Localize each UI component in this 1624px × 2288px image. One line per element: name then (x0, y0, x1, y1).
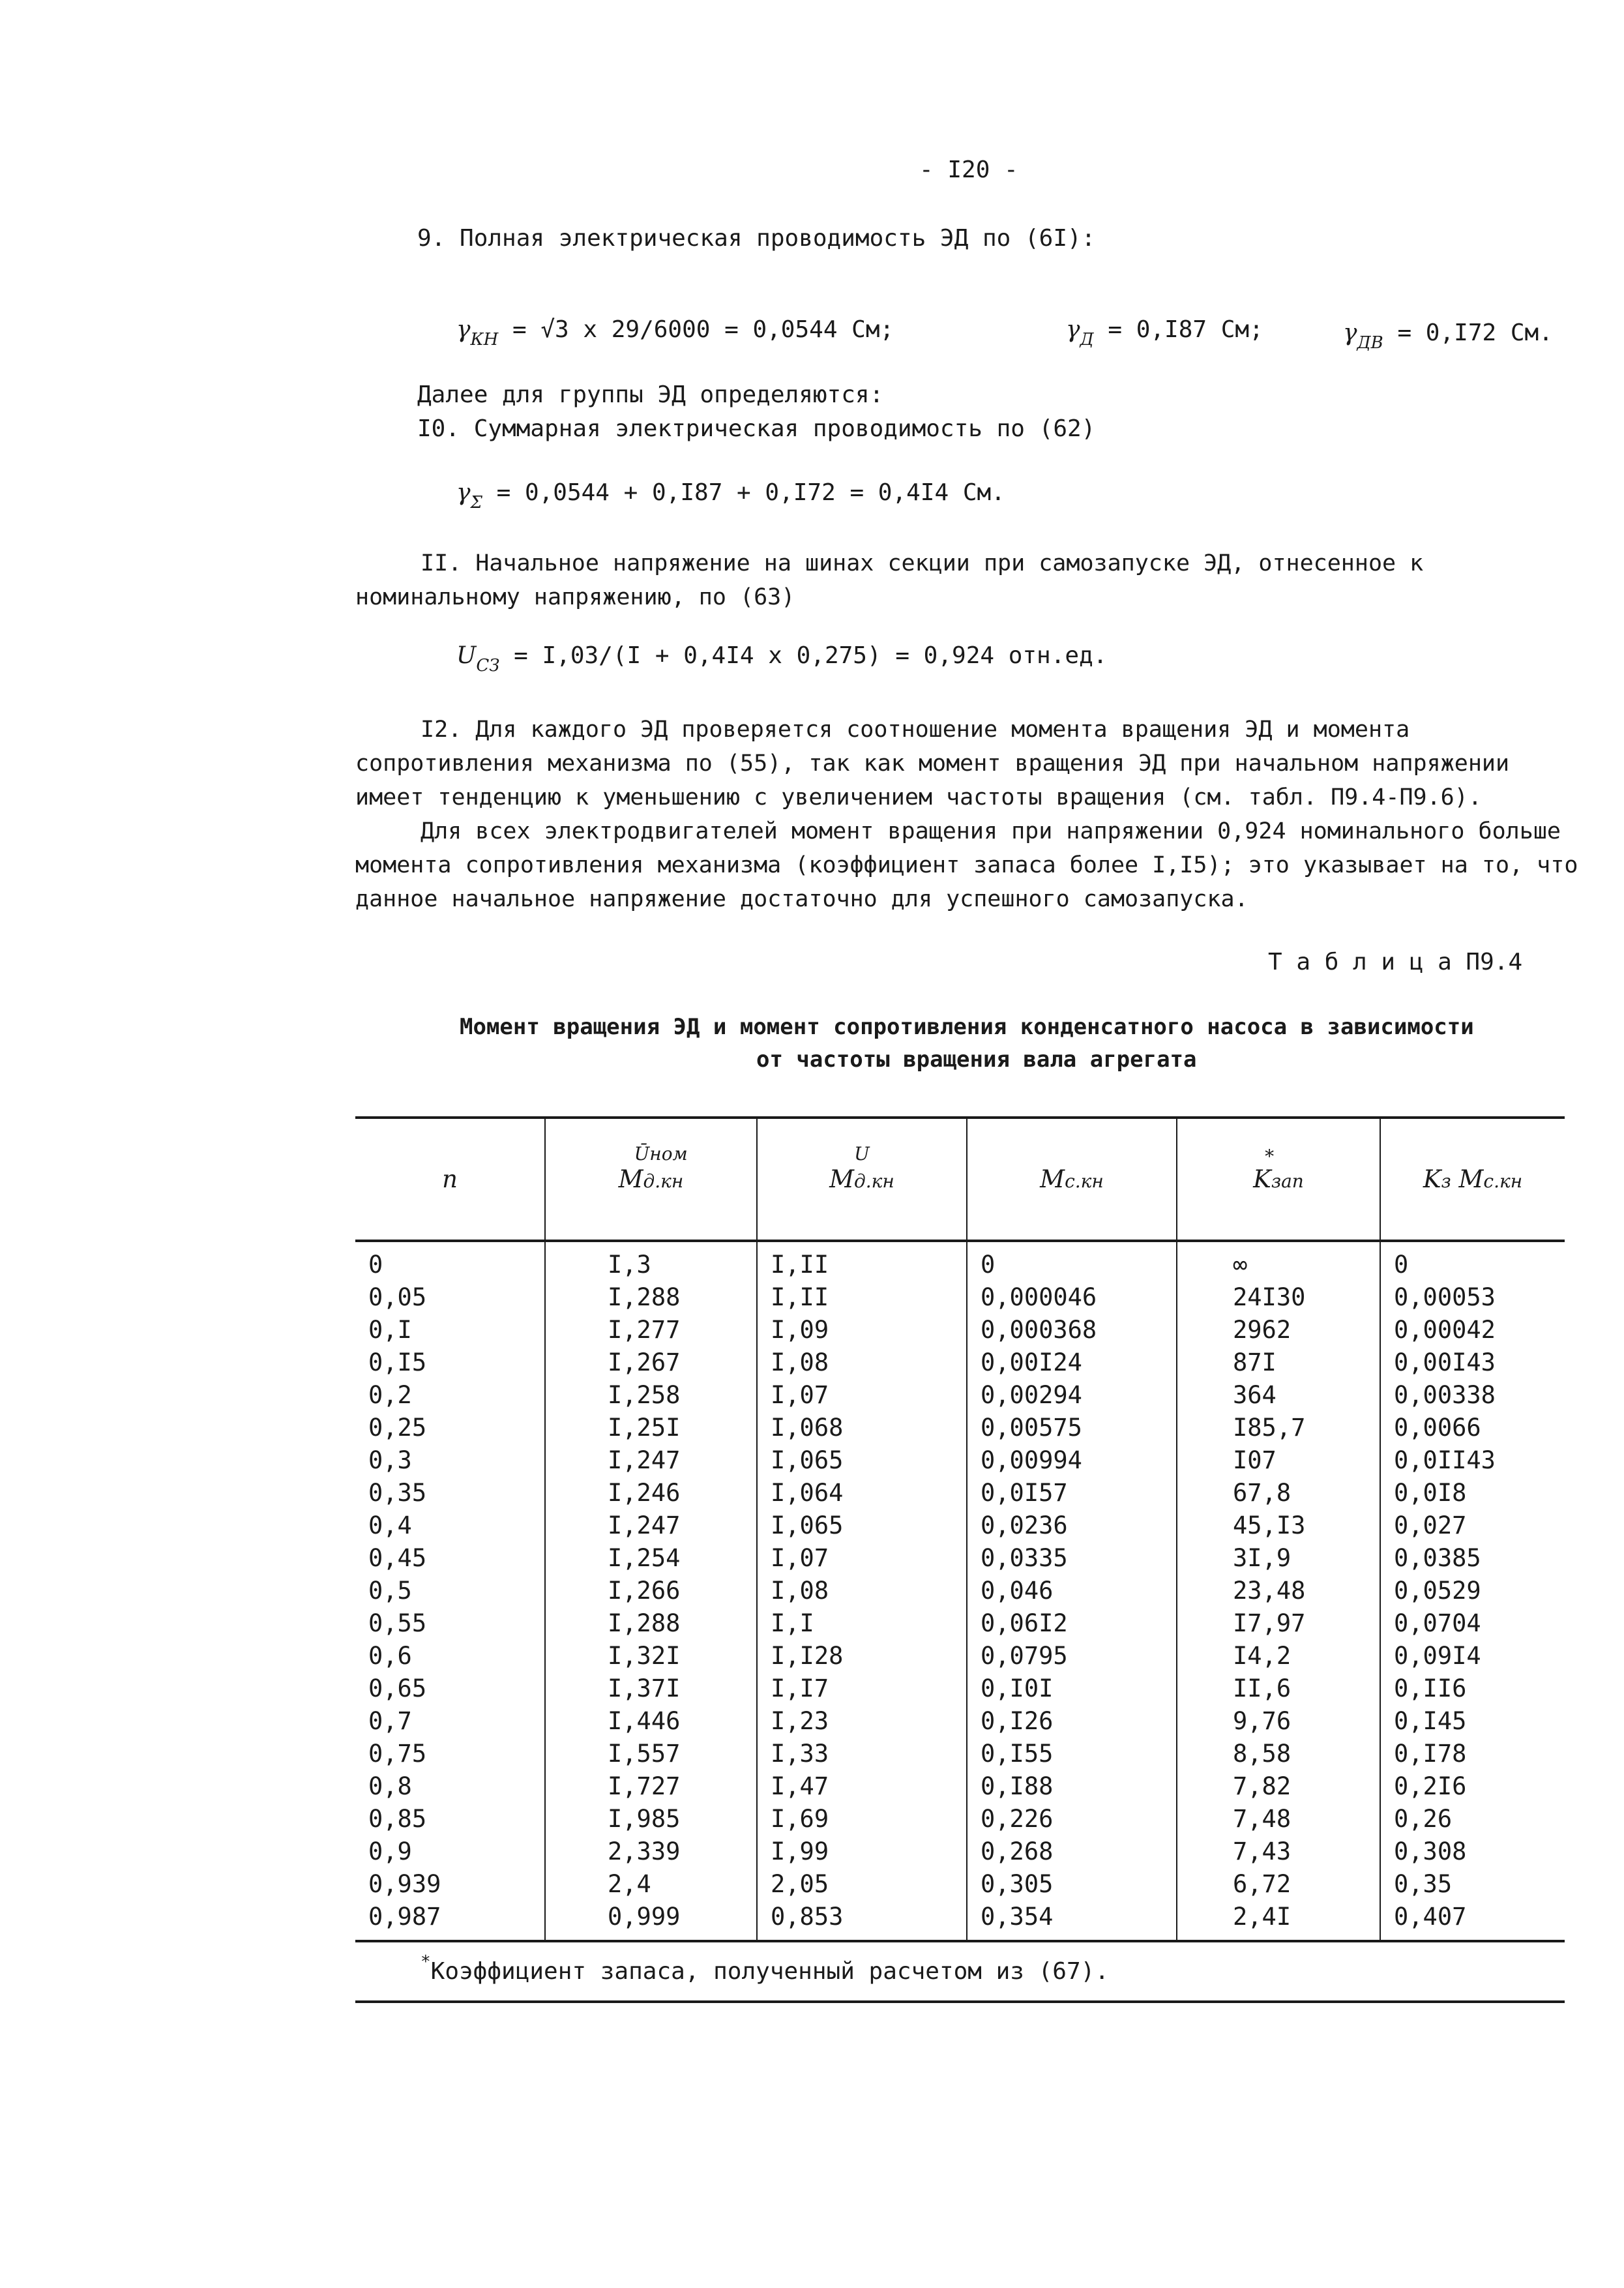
table-row (355, 1346, 1565, 1379)
table-cell: 0,0236 (967, 1509, 1177, 1542)
table-cell: 0,00053 (1380, 1281, 1565, 1314)
table-cell: 3I,9 (1177, 1542, 1380, 1575)
table-row (355, 1575, 1565, 1607)
table-cell: 0 (967, 1241, 1177, 1281)
table-cell: 0 (1380, 1241, 1565, 1281)
table-cell: I,32I (545, 1640, 757, 1672)
table-cell: 0,0704 (1380, 1607, 1565, 1640)
table-cell: I,267 (545, 1346, 757, 1379)
table-row (355, 1412, 1565, 1444)
table-cell: 0,000046 (967, 1281, 1177, 1314)
table-cell: I,266 (545, 1575, 757, 1607)
table-cell: I,557 (545, 1738, 757, 1770)
table-cell: I,47 (757, 1770, 967, 1803)
table-cell: 0,853 (757, 1901, 967, 1941)
table-row (355, 1901, 1565, 1941)
table-cell: 2,05 (757, 1868, 967, 1901)
table-cell: 0,25 (368, 1414, 427, 1442)
formula-expression: = I,03/(I + 0,4I4 x 0,275) = 0,924 отн.ед. (514, 642, 1108, 669)
header-sup-sub: ном (649, 1143, 688, 1165)
header-md-u-label (829, 1143, 894, 1193)
table-cell: 0,0335 (967, 1542, 1177, 1575)
table-cell: 0,00338 (1380, 1379, 1565, 1412)
table-cell: 2962 (1177, 1314, 1380, 1346)
table-cell: 0,0I57 (967, 1477, 1177, 1509)
table-cell: 0,407 (1380, 1901, 1565, 1941)
table-cell: I,07 (757, 1542, 967, 1575)
formula-gamma-kn (456, 316, 894, 349)
table-cell: I,247 (545, 1509, 757, 1542)
header-kzap (1177, 1118, 1380, 1241)
formula-expression: = 0,0544 + 0,I87 + 0,I72 = 0,4I4 См. (496, 479, 1005, 506)
table-row (355, 1379, 1565, 1412)
header-kzap-label (1253, 1146, 1304, 1193)
table-cell: 2,4 (545, 1868, 757, 1901)
table-cell: 9,76 (1177, 1705, 1380, 1738)
table-cell: 0,2 (368, 1381, 412, 1409)
table-cell: I,288 (545, 1607, 757, 1640)
table-cell: I,I28 (757, 1640, 967, 1672)
header-sub: д.кн (643, 1170, 684, 1192)
table-cell: I,254 (545, 1542, 757, 1575)
header-n-label: n (442, 1165, 458, 1193)
table-cell: I,23 (757, 1705, 967, 1738)
table-cell: I7,97 (1177, 1607, 1380, 1640)
table-row (355, 1542, 1565, 1575)
header-sub: с.кн (1065, 1170, 1104, 1192)
item-10-text: I0. Суммарная электрическая проводимость по (62) (417, 415, 1096, 442)
footnote-rule (355, 2000, 1565, 2003)
table-cell: 0,0066 (1380, 1412, 1565, 1444)
table-cell: 0,09I4 (1380, 1640, 1565, 1672)
footnote-mark: * (421, 1952, 431, 1972)
header-main: M (1040, 1165, 1065, 1193)
table-cell: I,258 (545, 1379, 757, 1412)
table-cell: 0,75 (368, 1740, 427, 1768)
table-cell: 0,I78 (1380, 1738, 1565, 1770)
table-cell: 0,0II43 (1380, 1444, 1565, 1477)
table-cell: 2,4I (1177, 1901, 1380, 1941)
table-cell: 0,I88 (967, 1770, 1177, 1803)
table-cell: 24I30 (1177, 1281, 1380, 1314)
table-cell: 7,82 (1177, 1770, 1380, 1803)
group-intro: Далее для группы ЭД определяются: (417, 381, 884, 408)
table-cell: 0,I (368, 1316, 412, 1344)
header-sub: зап (1271, 1170, 1304, 1192)
table-caption-line-2: от частоты вращения вала агрегата (756, 1047, 1197, 1073)
header-main: K (1253, 1165, 1271, 1193)
header-main: M (829, 1165, 855, 1193)
table-cell: 0,000368 (967, 1314, 1177, 1346)
gamma-subscript: ДВ (1357, 333, 1383, 353)
gamma-symbol: γ (1066, 316, 1080, 343)
table-cell: 0,06I2 (967, 1607, 1177, 1640)
gamma-symbol: γ (456, 316, 471, 343)
table-cell: 0,00I24 (967, 1346, 1177, 1379)
gamma-subscript: КН (470, 330, 499, 349)
table-cell: 0,I45 (1380, 1705, 1565, 1738)
table-cell: 0,939 (368, 1870, 441, 1898)
table-cell: 0,987 (355, 1901, 545, 1941)
table-cell: I,277 (545, 1314, 757, 1346)
table-row (355, 1835, 1565, 1868)
gamma-symbol: γ (1343, 319, 1357, 346)
table-cell: 67,8 (1177, 1477, 1380, 1509)
table-cell: 0,305 (967, 1868, 1177, 1901)
table-cell: 0,00294 (967, 1379, 1177, 1412)
table-row (355, 1672, 1565, 1705)
table-cell: 0,65 (368, 1674, 427, 1702)
table-cell: I,068 (757, 1412, 967, 1444)
header-sub-m: с.кн (1483, 1170, 1523, 1192)
gamma-subscript: Д (1080, 330, 1094, 349)
header-md-nom-label (618, 1143, 688, 1193)
footnote (421, 1952, 1109, 1985)
table-cell: 23,48 (1177, 1575, 1380, 1607)
table-cell: I,07 (757, 1379, 967, 1412)
header-sup: Ū (634, 1143, 650, 1165)
table-cell: 0,0385 (1380, 1542, 1565, 1575)
table-row (355, 1477, 1565, 1509)
table-cell: I,446 (545, 1705, 757, 1738)
table-cell: 0,I0I (967, 1672, 1177, 1705)
table-cell: 0,85 (368, 1805, 427, 1833)
header-kz-mc-label (1423, 1165, 1522, 1193)
table-cell: I,3 (545, 1241, 757, 1281)
page-number: - I20 - (919, 156, 1018, 183)
table-label: Т а б л и ц а П9.4 (1268, 949, 1523, 975)
table-cell: I,064 (757, 1477, 967, 1509)
header-md-u (757, 1118, 967, 1241)
table-cell: I,25I (545, 1412, 757, 1444)
formula-gamma-d (1066, 316, 1263, 349)
table-cell: I85,7 (1177, 1412, 1380, 1444)
header-mc-label (1040, 1165, 1104, 1193)
item-12-text: I2. Для каждого ЭД проверяется соотношение момента вращения ЭД и момента сопротивления механизма по (55), так как момент вращения ЭД при начальном напряжении имеет тенденцию к уменьшению с увеличением частоты вращения (см. табл. П9.4-П9.6). (355, 717, 1510, 810)
table-row (355, 1803, 1565, 1835)
table-cell: I,99 (757, 1835, 967, 1868)
u-subscript: СЗ (476, 656, 500, 676)
item-11-paragraph (355, 546, 1591, 614)
table-cell: I,288 (545, 1281, 757, 1314)
table-row (355, 1770, 1565, 1803)
table-cell: 0,2I6 (1380, 1770, 1565, 1803)
table-cell: 0,00I43 (1380, 1346, 1565, 1379)
table-cell: 0,999 (545, 1901, 757, 1941)
table-cell: 45,I3 (1177, 1509, 1380, 1542)
table-cell: 0,027 (1380, 1509, 1565, 1542)
table-cell: 0,00042 (1380, 1314, 1565, 1346)
table-cell: 0,268 (967, 1835, 1177, 1868)
table-row (355, 1241, 1565, 1281)
table-cell: 87I (1177, 1346, 1380, 1379)
table-cell: I,37I (545, 1672, 757, 1705)
table-cell: 7,43 (1177, 1835, 1380, 1868)
table-cell: I,246 (545, 1477, 757, 1509)
table-cell: 0,8 (368, 1772, 412, 1800)
table-cell: I,08 (757, 1346, 967, 1379)
table-caption-line-1: Момент вращения ЭД и момент сопротивления конденсатного насоса в зависимости (460, 1014, 1474, 1040)
header-mc (967, 1118, 1177, 1241)
header-main-m: M (1458, 1165, 1484, 1193)
table-body (355, 1241, 1565, 1941)
table-cell: 0,046 (967, 1575, 1177, 1607)
table-cell: 6,72 (1177, 1868, 1380, 1901)
table-cell: 0,00994 (967, 1444, 1177, 1477)
table-row (355, 1868, 1565, 1901)
table-cell: 0,35 (368, 1479, 427, 1507)
item-9-text: 9. Полная электрическая проводимость ЭД по (6I): (417, 225, 1096, 252)
table-cell: II,6 (1177, 1672, 1380, 1705)
table-cell: I,II (757, 1241, 967, 1281)
table-row (355, 1314, 1565, 1346)
item-12-paragraph (355, 713, 1591, 916)
table-cell: 0,354 (967, 1901, 1177, 1941)
table-cell: I,08 (757, 1575, 967, 1607)
table-cell: I,33 (757, 1738, 967, 1770)
table-cell: I,09 (757, 1314, 967, 1346)
table-cell: I,985 (545, 1803, 757, 1835)
table-cell: 0,9 (368, 1837, 412, 1865)
gamma-symbol: γ (456, 479, 471, 506)
header-md-nom (545, 1118, 757, 1241)
table-cell: 0,6 (368, 1642, 412, 1670)
table-cell: 0,45 (368, 1544, 427, 1572)
item-12-text-2: Для всех электродвигателей момент вращения при напряжении 0,924 номинального больше момента сопротивления механизма (коэффициент запаса более I,I5); это указывает на то, что данное начальное напряжение достаточно для успешного самозапуска. (355, 818, 1578, 912)
formula-expression: = 0,I87 См; (1108, 316, 1263, 343)
header-main: M (618, 1165, 643, 1193)
table-cell: 0,26 (1380, 1803, 1565, 1835)
table-cell: 0,05 (368, 1283, 427, 1311)
table-cell: 7,48 (1177, 1803, 1380, 1835)
table-cell: 8,58 (1177, 1738, 1380, 1770)
table-cell: 0,II6 (1380, 1672, 1565, 1705)
table-cell: 0,0529 (1380, 1575, 1565, 1607)
footnote-text: Коэффициент запаса, полученный расчетом из (67). (430, 1958, 1109, 1985)
table-cell: I,I7 (757, 1672, 967, 1705)
table-cell: 0,3 (368, 1446, 412, 1474)
table-row (355, 1705, 1565, 1738)
table-cell: I,69 (757, 1803, 967, 1835)
table-cell: 0 (368, 1251, 383, 1279)
table-cell: 0,308 (1380, 1835, 1565, 1868)
table-cell: I4,2 (1177, 1640, 1380, 1672)
table-cell: 0,7 (368, 1707, 412, 1735)
table-row (355, 1281, 1565, 1314)
table-cell: 0,I55 (967, 1738, 1177, 1770)
table-cell: 0,5 (368, 1577, 412, 1605)
table-cell: I,065 (757, 1444, 967, 1477)
table-cell: I,I (757, 1607, 967, 1640)
table-cell: 0,4 (368, 1511, 412, 1539)
table-cell: 0,55 (368, 1609, 427, 1637)
table-cell: I07 (1177, 1444, 1380, 1477)
item-11-text: II. Начальное напряжение на шинах секции при самозапуске ЭД, отнесенное к номинальному напряжению, по (63) (355, 550, 1424, 610)
table-cell: I,727 (545, 1770, 757, 1803)
table-row (355, 1607, 1565, 1640)
header-kz-mc (1380, 1118, 1565, 1241)
table-cell: I,065 (757, 1509, 967, 1542)
sigma-subscript: Σ (470, 493, 482, 513)
table-cell: 0,226 (967, 1803, 1177, 1835)
formula-expression: = 0,I72 См. (1397, 319, 1553, 346)
header-sub: д.кн (854, 1170, 894, 1192)
table-cell: ∞ (1177, 1241, 1380, 1281)
table-cell: I,247 (545, 1444, 757, 1477)
table-cell: 0,0I8 (1380, 1477, 1565, 1509)
table-cell: I,II (757, 1281, 967, 1314)
table-cell: 0,35 (1380, 1868, 1565, 1901)
table-header-row (355, 1118, 1565, 1241)
header-sub-k: з (1441, 1170, 1451, 1192)
header-n (355, 1118, 545, 1241)
header-main-k: K (1423, 1165, 1441, 1193)
formula-expression: = √3 x 29/6000 = 0,0544 См; (512, 316, 894, 343)
data-table (355, 1116, 1565, 1942)
table-cell: 0,00575 (967, 1412, 1177, 1444)
table-row (355, 1640, 1565, 1672)
u-symbol: U (456, 642, 477, 669)
header-sup: * (1265, 1146, 1275, 1167)
formula-u-cz (456, 642, 1108, 676)
table-row (355, 1444, 1565, 1477)
table-cell: 364 (1177, 1379, 1380, 1412)
table-cell: 2,339 (545, 1835, 757, 1868)
table-row (355, 1738, 1565, 1770)
table-cell: 0,I26 (967, 1705, 1177, 1738)
formula-gamma-dv (1343, 319, 1553, 353)
table-cell: 0,I5 (368, 1348, 427, 1376)
formula-gamma-sum (456, 479, 1005, 513)
table-cell: 0,0795 (967, 1640, 1177, 1672)
table-row (355, 1509, 1565, 1542)
header-sup: U (854, 1143, 870, 1165)
